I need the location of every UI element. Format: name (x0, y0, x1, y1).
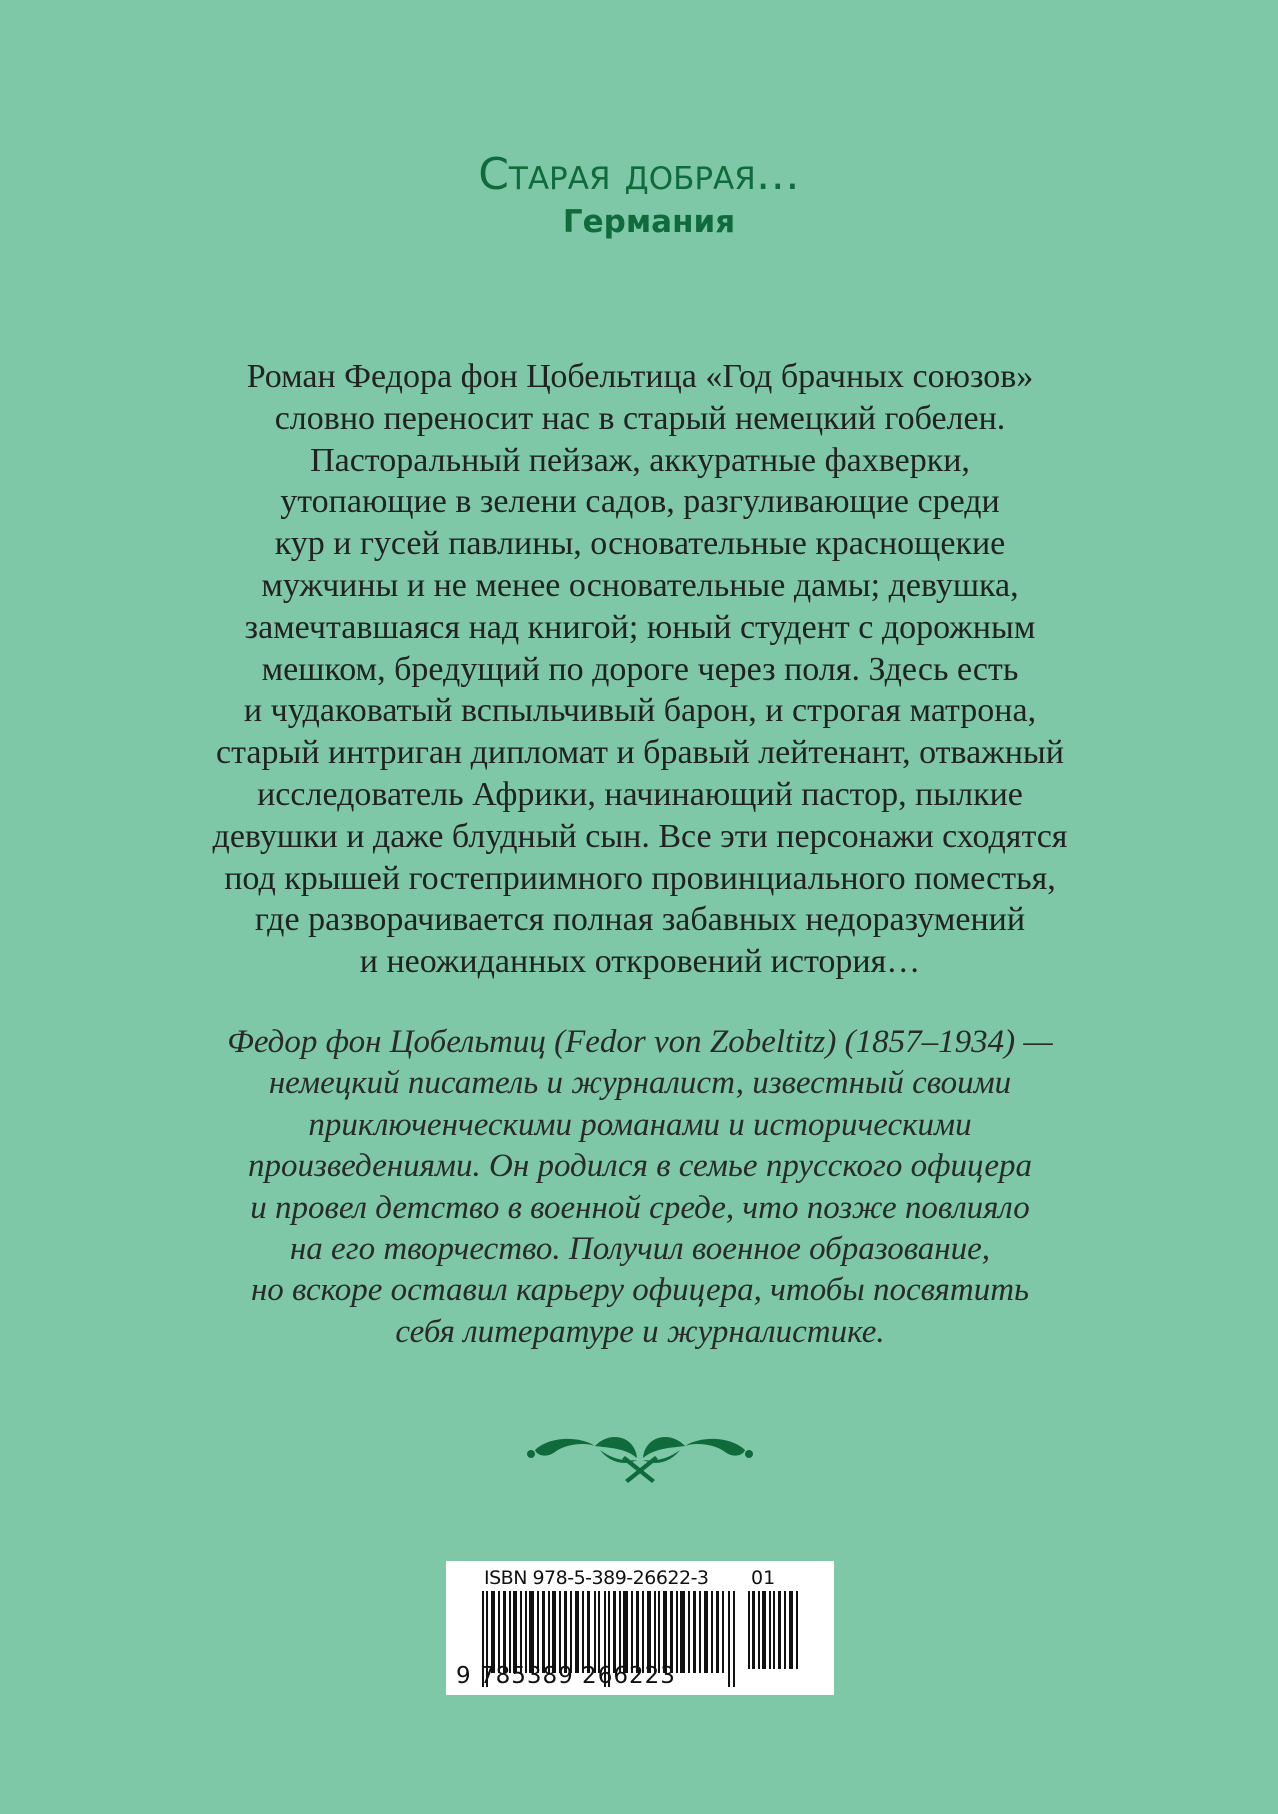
author-bio-line: и провел детство в военной среде, что позже повлияло (250, 1189, 1030, 1226)
author-bio-line: Федор фон Цобельтиц (Fedor von Zobeltitz) (1857–1934) — (227, 1024, 1053, 1060)
series-subtitle: Германия (562, 204, 736, 240)
annotation-line: кур и гусей павлины, основательные краснощекие (274, 525, 1006, 563)
annotation-line: мужчины и не менее основательные дамы; девушка, (261, 566, 1019, 604)
isbn-label: ISBN 978-5-389-26622-3 (484, 1567, 709, 1589)
annotation-line: и чудаковатый вспыльчивый барон, и строгая матрона, (243, 692, 1037, 730)
author-bio-line: немецкий писатель и журналист, известный своими (268, 1065, 1012, 1102)
author-bio-line: на его творчество. Получил военное образование, (289, 1231, 991, 1268)
leaf-scroll-ornament-icon (525, 1418, 755, 1488)
annotation-line: старый интриган дипломат и бравый лейтенант, отважный (216, 734, 1064, 772)
annotation-line: Пасторальный пейзаж, аккуратные фахверки, (310, 441, 970, 479)
annotation-line: исследователь Африки, начинающий пастор, пылкие (257, 775, 1023, 813)
annotation-line: под крышей гостеприимного провинциального поместья, (224, 859, 1056, 897)
barcode-digits: 9 785389 266223 (456, 1663, 676, 1689)
annotation-line: Роман Федора фон Цобельтица «Год брачных союзов» (246, 358, 1034, 395)
series-heading (0, 148, 1278, 242)
author-bio-line: произведениями. Он родился в семье прусского офицера (247, 1148, 1033, 1185)
barcode-addon-label: 01 (751, 1567, 776, 1589)
author-bio-line: себя литературе и журналистике. (395, 1313, 885, 1350)
author-bio-line: но вскоре оставил карьеру офицера, чтобы посвятить (250, 1272, 1030, 1309)
author-bio-line: приключенческими романами и историческими (308, 1106, 972, 1143)
annotation-line: и неожиданных откровений история… (359, 943, 921, 981)
annotation-line: мешком, бредущий по дороге через поля. Здесь есть (261, 650, 1019, 688)
book-annotation (100, 356, 1180, 983)
annotation-line: утопающие в зелени садов, разгуливающие среди (280, 483, 1000, 521)
annotation-line: замечтавшаяся над книгой; юный студент с дорожным (244, 608, 1036, 646)
barcode-addon-bars (748, 1591, 800, 1669)
author-bio (100, 1022, 1180, 1353)
annotation-line: словно переносит нас в старый немецкий гобелен. (274, 399, 1006, 437)
annotation-line: девушки и даже блудный сын. Все эти персонажи сходятся (212, 817, 1068, 855)
series-title: Старая добрая… (478, 149, 800, 200)
isbn-barcode (446, 1561, 834, 1695)
annotation-line: где разворачивается полная забавных недоразумений (254, 901, 1026, 939)
